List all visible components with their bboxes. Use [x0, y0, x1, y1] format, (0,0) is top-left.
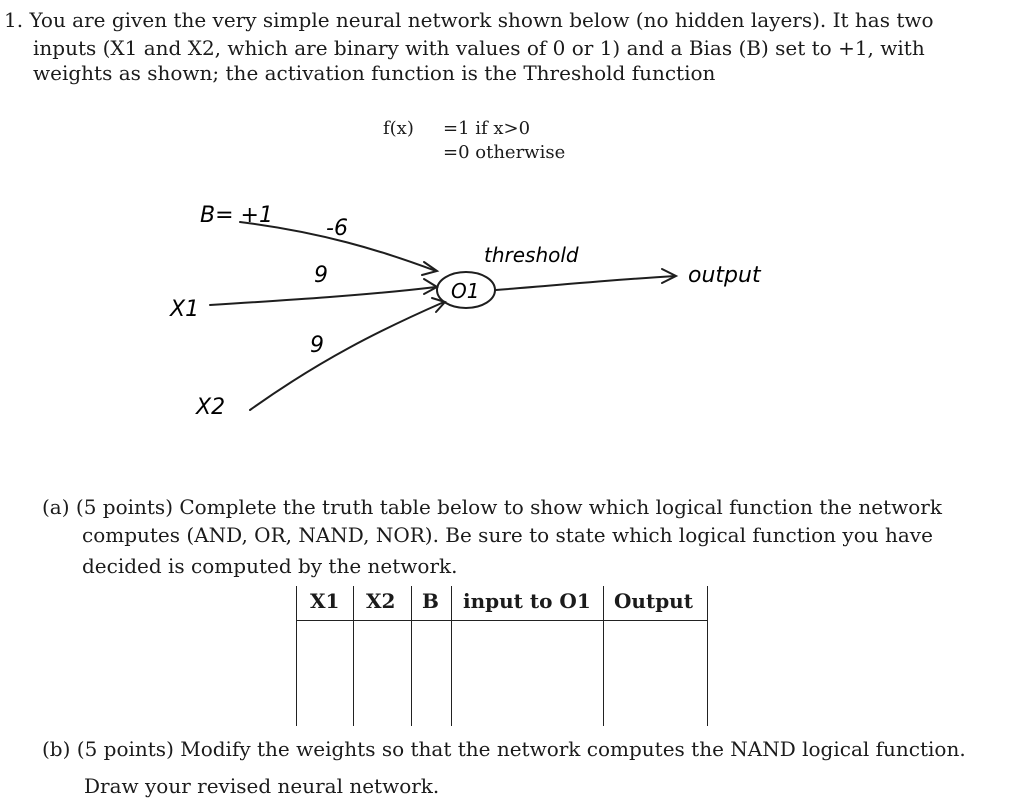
bias-label: B= +1 [200, 203, 273, 228]
formula-case-2: =0 otherwise [443, 142, 566, 163]
question-line-3: weights as shown; the activation function is the Threshold function [33, 61, 716, 85]
table-header-b: B [422, 589, 439, 613]
table-header-input: input to O1 [463, 589, 591, 613]
truth-table [296, 586, 708, 726]
question-line-1: 1. You are given the very simple neural network shown below (no hidden layers). It has two [4, 8, 934, 32]
part-a-line-3: decided is computed by the network. [82, 554, 458, 578]
x1-arrowhead [424, 279, 437, 294]
x2-label: X2 [196, 395, 226, 420]
table-header-rule [296, 620, 708, 621]
table-header-x1: X1 [310, 589, 340, 613]
part-b-line-2: Draw your revised neural network. [84, 774, 440, 798]
table-divider [296, 586, 297, 726]
output-edge [496, 276, 675, 290]
output-label: output [688, 263, 761, 288]
x2-edge [250, 302, 444, 410]
x1-edge [210, 287, 436, 305]
table-divider [353, 586, 354, 726]
question-line-2: inputs (X1 and X2, which are binary with values of 0 or 1) and a Bias (B) set to +1, with [33, 36, 925, 60]
threshold-label: threshold [484, 243, 579, 267]
table-header-output: Output [614, 589, 693, 613]
x2-weight: 9 [310, 333, 324, 358]
node-label: O1 [451, 279, 480, 303]
table-divider [707, 586, 708, 726]
bias-weight: -6 [326, 216, 348, 241]
table-divider [603, 586, 604, 726]
part-a-line-1: (a) (5 points) Complete the truth table below to show which logical function the network [42, 495, 942, 519]
table-header-x2: X2 [366, 589, 396, 613]
x1-weight: 9 [314, 263, 328, 288]
part-a-line-2: computes (AND, OR, NAND, NOR). Be sure to state which logical function you have [82, 523, 933, 547]
formula-case-1: =1 if x>0 [443, 118, 531, 139]
part-b-line-1: (b) (5 points) Modify the weights so that the network computes the NAND logical function. [42, 737, 966, 761]
x1-label: X1 [170, 297, 200, 322]
table-divider [411, 586, 412, 726]
table-divider [451, 586, 452, 726]
formula-lhs: f(x) [383, 118, 414, 139]
